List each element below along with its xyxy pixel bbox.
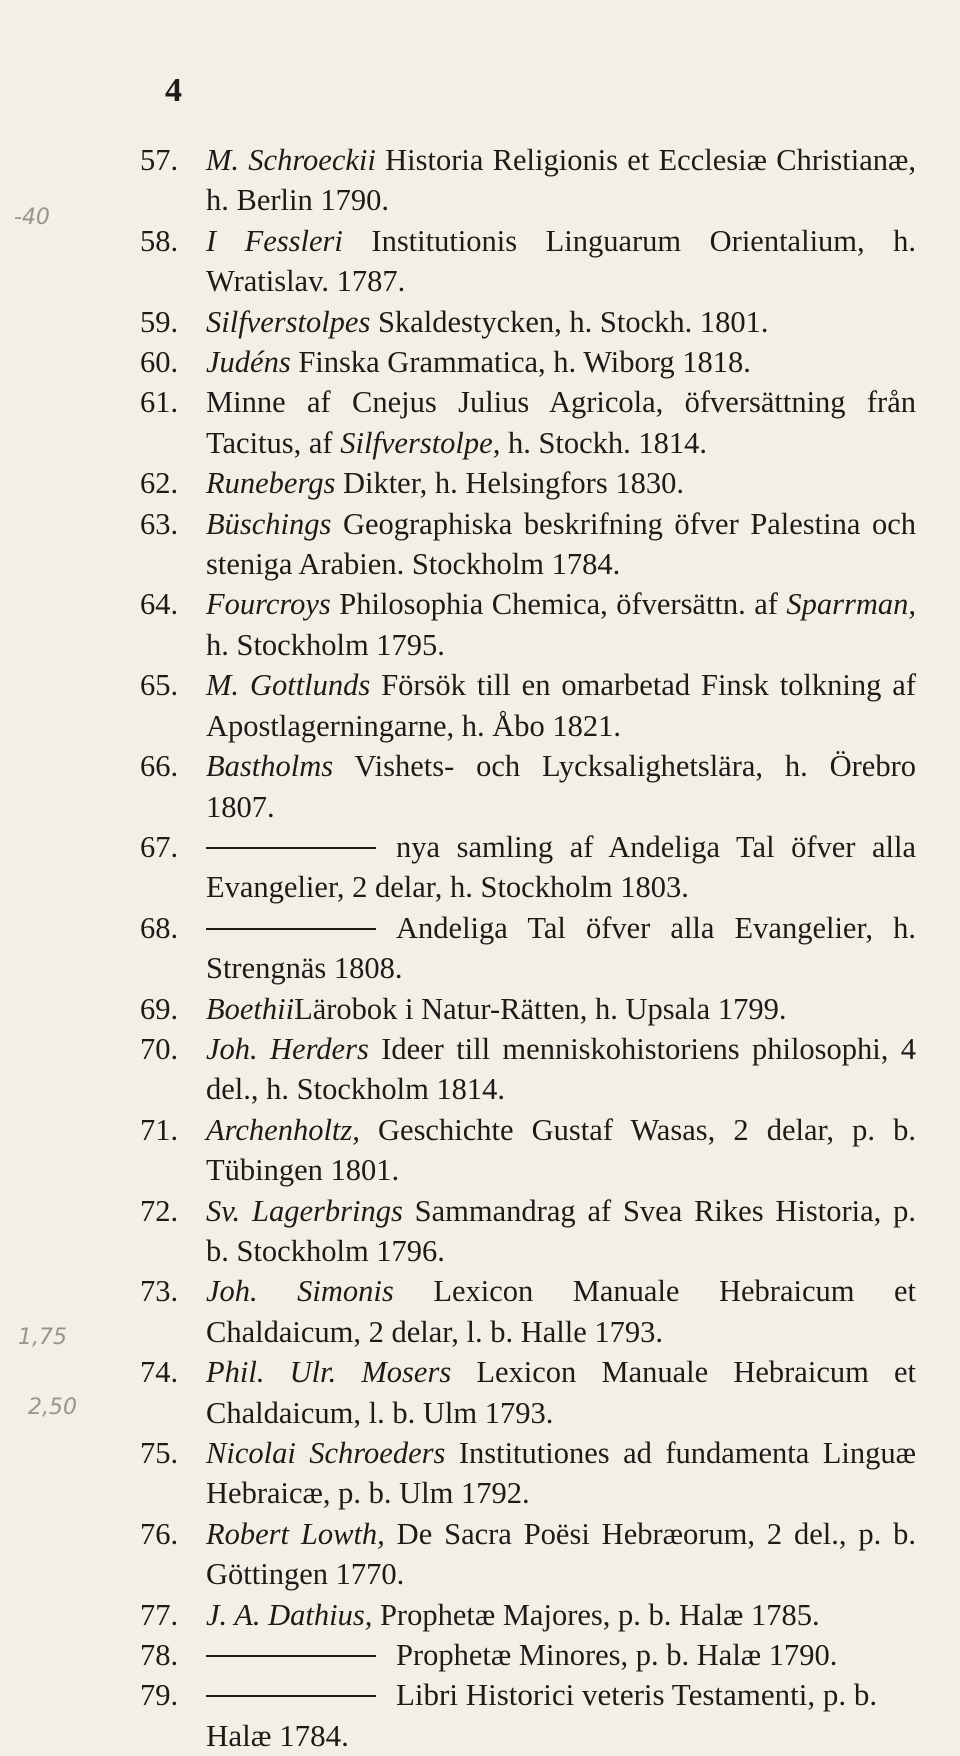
- entry-title: Minne af Cnejus Julius Agricola, öfversättning från Tacitus, af: [206, 385, 916, 460]
- entry-author: Büschings: [206, 506, 332, 541]
- catalog-entry-61: [0, 382, 960, 463]
- margin-note-price-3: 2,50: [28, 1395, 77, 1420]
- catalog-entry-76: [0, 1514, 960, 1595]
- catalog-list: [0, 140, 960, 1756]
- entry-number: 63.: [140, 506, 179, 541]
- entry-title: Lexicon Manuale Hebraicum et Chaldaicum, 2 delar, l. b. Halle 1793.: [206, 1274, 917, 1349]
- catalog-entry-78: [0, 1635, 960, 1675]
- catalog-entry-62: [0, 463, 960, 503]
- entry-author: Sv. Lagerbrings: [206, 1193, 403, 1228]
- catalog-entry-74: [0, 1352, 960, 1433]
- entry-author: Runebergs: [206, 466, 336, 501]
- entry-title: Historia Religionis et Ecclesiæ Christianæ, h. Berlin 1790.: [206, 143, 916, 218]
- entry-author: Bastholms: [206, 749, 334, 784]
- catalog-entry-79: [0, 1675, 960, 1756]
- catalog-entry-71: [0, 1110, 960, 1191]
- margin-note-price-2: 1,75: [18, 1325, 67, 1350]
- entry-title: nya samling af Andeliga Tal öfver alla Evangelier, 2 delar, h. Stockholm 1803.: [206, 829, 916, 905]
- entry-title: Lärobok i Natur-Rätten, h. Upsala 1799.: [294, 991, 787, 1026]
- entry-imprint: h. Stockh. 1814.: [507, 425, 708, 460]
- entry-number: 68.: [140, 910, 179, 945]
- entry-author: Fourcroys: [206, 587, 331, 622]
- entry-translator: Sparrman,: [786, 587, 917, 622]
- entry-number: 62.: [140, 466, 179, 501]
- catalog-entry-64: [0, 584, 960, 665]
- entry-author: Phil. Ulr. Mosers: [206, 1355, 452, 1390]
- entry-title: Institutiones ad fundamenta Linguæ Hebraicæ, p. b. Ulm 1792.: [206, 1436, 916, 1511]
- entry-title: Prophetæ Majores, p. b. Halæ 1785.: [379, 1597, 820, 1632]
- ditto-dash: [206, 1655, 376, 1657]
- entry-title: Geschichte Gustaf Wasas, 2 delar, p. b. Tübingen 1801.: [206, 1112, 917, 1188]
- catalog-entry-70: [0, 1029, 960, 1110]
- entry-title: Philosophia Chemica, öfversättn. af: [339, 587, 778, 622]
- catalog-entry-69: [0, 989, 960, 1029]
- catalog-entry-65: [0, 665, 960, 746]
- entry-title: Geographiska beskrifning öfver Palestina och steniga Arabien. Stockholm 1784.: [206, 506, 917, 582]
- entry-title: Skaldestycken, h. Stockh. 1801.: [377, 304, 769, 339]
- entry-number: 78.: [140, 1638, 179, 1673]
- entry-title: Vishets- och Lycksalighetslära, h. Örebro 1807.: [206, 749, 916, 824]
- catalog-entry-77: [0, 1595, 960, 1635]
- entry-number: 79.: [140, 1678, 179, 1713]
- entry-translator: Silfverstolpe,: [340, 425, 501, 460]
- entry-number: 58.: [140, 223, 179, 258]
- entry-author: J. A. Dathius,: [206, 1597, 373, 1632]
- page-number: 4: [165, 72, 182, 109]
- entry-number: 61.: [140, 385, 179, 420]
- entry-title: Dikter, h. Helsingfors 1830.: [342, 466, 684, 501]
- entry-number: 66.: [140, 749, 179, 784]
- catalog-entry-57: [0, 140, 960, 221]
- entry-author: Judéns: [206, 345, 291, 380]
- catalog-entry-67: [0, 827, 960, 908]
- catalog-entry-58: [0, 221, 960, 302]
- entry-author: Robert Lowth,: [206, 1516, 385, 1551]
- entry-number: 71.: [140, 1112, 179, 1147]
- entry-number: 73.: [140, 1274, 179, 1309]
- entry-number: 60.: [140, 345, 179, 380]
- entry-number: 72.: [140, 1193, 179, 1228]
- entry-number: 67.: [140, 829, 179, 864]
- catalog-entry-73: [0, 1271, 960, 1352]
- entry-title: De Sacra Poësi Hebræorum, 2 del., p. b. Göttingen 1770.: [206, 1516, 917, 1592]
- entry-number: 64.: [140, 587, 179, 622]
- entry-title: Finska Grammatica, h. Wiborg 1818.: [298, 345, 751, 380]
- entry-author: M. Gottlunds: [206, 668, 371, 703]
- catalog-entry-68: [0, 908, 960, 989]
- entry-title: Lexicon Manuale Hebraicum et Chaldaicum, l. b. Ulm 1793.: [206, 1355, 917, 1430]
- entry-title: Ideer till menniskohistoriens philosophi, 4 del., h. Stockholm 1814.: [206, 1031, 916, 1107]
- entry-number: 69.: [140, 991, 179, 1026]
- entry-number: 65.: [140, 668, 179, 703]
- catalog-entry-63: [0, 504, 960, 585]
- entry-imprint: h. Stockholm 1795.: [206, 627, 445, 662]
- entry-title: Institutionis Linguarum Orientalium, h. Wratislav. 1787.: [206, 223, 917, 299]
- entry-author: I Fessleri: [206, 223, 343, 258]
- entry-author: Joh. Simonis: [206, 1274, 394, 1309]
- catalog-entry-75: [0, 1433, 960, 1514]
- catalog-entry-60: [0, 342, 960, 382]
- entry-number: 59.: [140, 304, 179, 339]
- entry-number: 77.: [140, 1597, 179, 1632]
- ditto-dash: [206, 847, 376, 849]
- entry-author: Boethii: [206, 991, 295, 1026]
- catalog-entry-72: [0, 1191, 960, 1272]
- entry-title: Prophetæ Minores, p. b. Halæ 1790.: [396, 1638, 838, 1673]
- catalog-entry-66: [0, 746, 960, 827]
- entry-author: M. Schroeckii: [206, 143, 376, 177]
- entry-number: 57.: [140, 143, 179, 177]
- entry-title: Libri Historici veteris Testamenti, p. b. Halæ 1784.: [206, 1677, 878, 1753]
- margin-note-price-1: -40: [14, 205, 50, 230]
- entry-author: Silfverstolpes: [206, 304, 371, 339]
- entry-title: Sammandrag af Svea Rikes Historia, p. b. Stockholm 1796.: [206, 1193, 917, 1268]
- entry-title: Andeliga Tal öfver alla Evangelier, h. Strengnäs 1808.: [206, 910, 916, 986]
- entry-author: Archenholtz,: [206, 1112, 360, 1147]
- entry-title: Försök till en omarbetad Finsk tolkning af Apostlagerningarne, h. Åbo 1821.: [206, 668, 916, 743]
- entry-number: 74.: [140, 1355, 179, 1390]
- entry-author: Joh. Herders: [206, 1031, 369, 1066]
- ditto-dash: [206, 1695, 376, 1697]
- entry-number: 70.: [140, 1031, 179, 1066]
- entry-number: 75.: [140, 1436, 179, 1470]
- catalog-entry-59: [0, 302, 960, 342]
- ditto-dash: [206, 928, 376, 930]
- entry-author: Nicolai Schroeders: [206, 1436, 446, 1470]
- entry-number: 76.: [140, 1516, 179, 1551]
